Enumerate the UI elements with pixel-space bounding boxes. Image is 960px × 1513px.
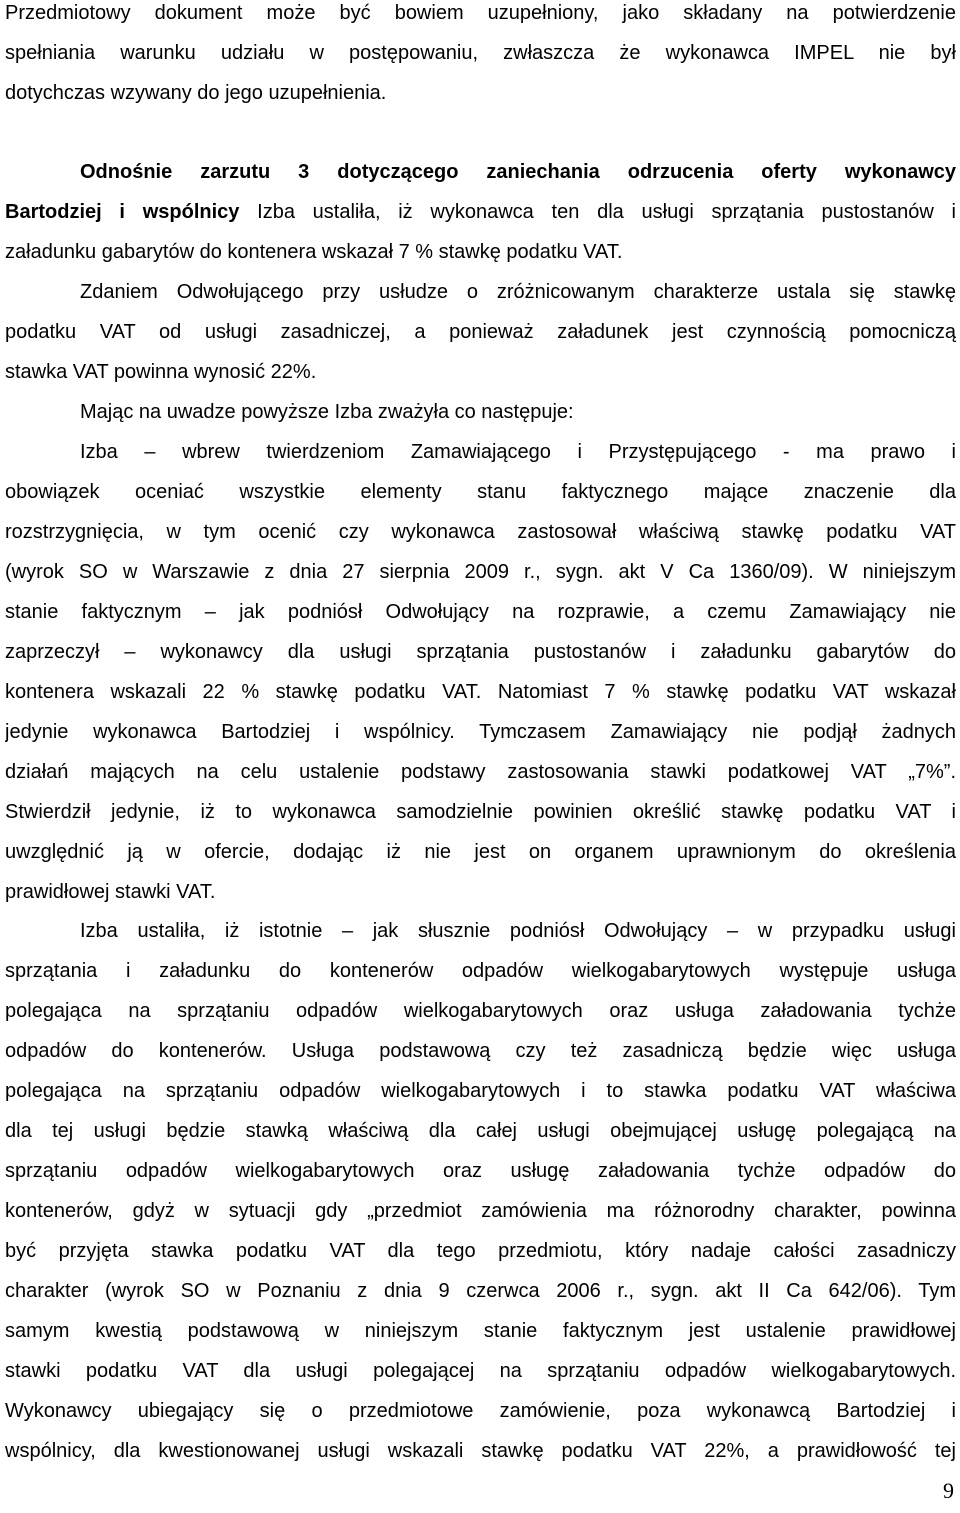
text-line [5,199,956,225]
text-line: dotychczas wzywany do jego uzupełnienia. [5,82,387,104]
text-line: zaprzeczył – wykonawcy dla usługi sprzątania pustostanów i załadunku gabarytów do [5,641,956,663]
text-line: odpadów do kontenerów. Usługa podstawową czy też zasadniczą będzie więc usługa [5,1040,956,1062]
section-heading-line: Odnośnie zarzutu 3 dotyczącego zaniechania odrzucenia oferty wykonawcy [80,161,956,183]
text-line: Wykonawcy ubiegający się o przedmiotowe zamówienie, poza wykonawcą Bartodziej i [5,1400,956,1422]
text-line: Izba ustaliła, iż istotnie – jak słusznie podniósł Odwołujący – w przypadku usługi [80,920,956,942]
text-line: Stwierdził jedynie, iż to wykonawca samodzielnie powinien określić stawkę podatku VAT i [5,801,956,823]
text-line: prawidłowej stawki VAT. [5,881,216,903]
text-line: być przyjęta stawka podatku VAT dla tego przedmiotu, który nadaje całości zasadniczy [5,1240,956,1262]
text-line: Izba – wbrew twierdzeniom Zamawiającego i Przystępującego - ma prawo i [80,441,956,463]
text-line: spełniania warunku udziału w postępowaniu, zwłaszcza że wykonawca IMPEL nie był [5,42,956,64]
text-line: charakter (wyrok SO w Poznaniu z dnia 9 czerwca 2006 r., sygn. akt II Ca 642/06). Tym [5,1280,956,1302]
text-line: stawki podatku VAT dla usługi polegającej na sprzątaniu odpadów wielkogabarytowych. [5,1360,956,1382]
text-run: Izba ustaliła, iż wykonawca ten dla usługi sprzątania pustostanów i [239,201,956,223]
text-line: polegająca na sprzątaniu odpadów wielkogabarytowych oraz usługa załadowania tychże [5,1000,956,1022]
text-line: dla tej usługi będzie stawką właściwą dla całej usługi obejmującej usługę polegającą na [5,1120,956,1142]
text-line: kontenerów, gdyż w sytuacji gdy „przedmiot zamówienia ma różnorodny charakter, powinna [5,1200,956,1222]
text-line: kontenera wskazali 22 % stawkę podatku VAT. Natomiast 7 % stawkę podatku VAT wskazał [5,681,956,703]
text-line: Mając na uwadze powyższe Izba zważyła co następuje: [80,401,574,423]
text-line: działań mających na celu ustalenie podstawy zastosowania stawki podatkowej VAT „7%”. [5,761,956,783]
text-line: stanie faktycznym – jak podniósł Odwołujący na rozprawie, a czemu Zamawiający nie [5,601,956,623]
text-line: wspólnicy, dla kwestionowanej usługi wskazali stawkę podatku VAT 22%, a prawidłowość tej [5,1440,956,1462]
text-line: uwzględnić ją w ofercie, dodając iż nie jest on organem uprawnionym do określenia [5,841,956,863]
text-line: Zdaniem Odwołującego przy usłudze o zróżnicowanym charakterze ustala się stawkę [80,281,956,303]
text-line: stawka VAT powinna wynosić 22%. [5,361,317,383]
text-line: Przedmiotowy dokument może być bowiem uzupełniony, jako składany na potwierdzenie [5,2,956,24]
bold-phrase: Bartodziej i wspólnicy [5,201,240,223]
text-line: (wyrok SO w Warszawie z dnia 27 sierpnia 2009 r., sygn. akt V Ca 1360/09). W niniejszym [5,561,956,583]
text-line: samym kwestią podstawową w niniejszym stanie faktycznym jest ustalenie prawidłowej [5,1320,956,1342]
text-line: podatku VAT od usługi zasadniczej, a ponieważ załadunek jest czynnością pomocniczą [5,321,956,343]
text-line: sprzątania i załadunku do kontenerów odpadów wielkogabarytowych występuje usługa [5,960,956,982]
text-line: rozstrzygnięcia, w tym ocenić czy wykonawca zastosował właściwą stawkę podatku VAT [5,521,956,543]
text-line: załadunku gabarytów do kontenera wskazał 7 % stawkę podatku VAT. [5,241,623,263]
text-line: jedynie wykonawca Bartodziej i wspólnicy. Tymczasem Zamawiający nie podjął żadnych [5,721,956,743]
text-line: obowiązek oceniać wszystkie elementy stanu faktycznego mające znaczenie dla [5,481,956,503]
text-line: sprzątaniu odpadów wielkogabarytowych oraz usługę załadowania tychże odpadów do [5,1160,956,1182]
text-line: polegająca na sprzątaniu odpadów wielkogabarytowych i to stawka podatku VAT właściwa [5,1080,956,1102]
page-number: 9 [943,1478,954,1503]
